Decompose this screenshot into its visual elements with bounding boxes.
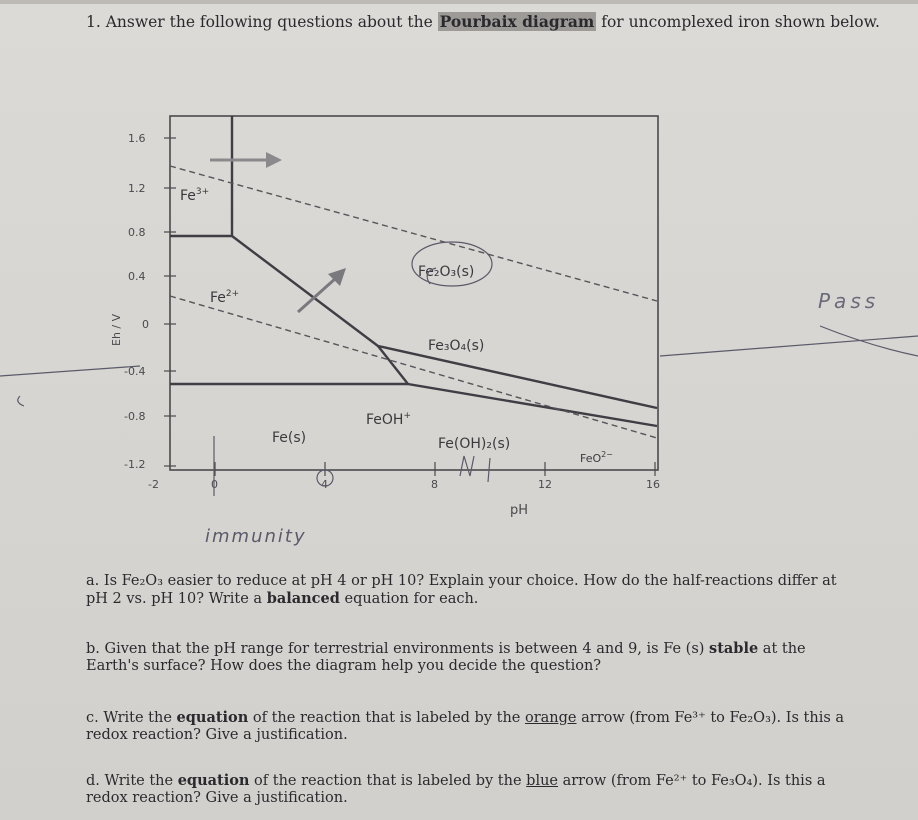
question-a-text: a. Is Fe₂O₃ easier to reduce at pH 4 or pH 10? Explain your choice. How do the half-reactions differ at pH 2 vs. pH 10? Write a bbox=[86, 573, 837, 607]
region-fe-solid: Fe(s) bbox=[272, 430, 307, 446]
y-tick-label: 1.2 bbox=[128, 182, 146, 195]
question-c-text: c. Write the bbox=[86, 710, 177, 726]
question-d-underline: blue bbox=[526, 773, 558, 789]
x-tick-label: 16 bbox=[646, 478, 660, 491]
region-fe3o4: Fe₃O₄(s) bbox=[428, 338, 485, 354]
region-fe2o3: Fe₂O₃(s) bbox=[418, 264, 475, 280]
handwritten-pass: Pass bbox=[818, 289, 880, 313]
region-fe3: $Fe^{3+}$ bbox=[180, 187, 210, 204]
question-d-text: d. Write the bbox=[86, 773, 178, 789]
question-a-end: equation for each. bbox=[339, 591, 479, 607]
page-top-edge bbox=[0, 0, 918, 4]
question-b-end: at the Earth's surface? How does the diagram help you decide the question? bbox=[86, 641, 806, 674]
x-tick-label: 12 bbox=[538, 478, 552, 491]
handwritten-immunity: immunity bbox=[205, 526, 307, 547]
question-a bbox=[86, 573, 856, 608]
question-c-bold: equation bbox=[176, 709, 249, 726]
question-a-bold: balanced bbox=[266, 590, 340, 607]
y-tick-label: -0.8 bbox=[124, 410, 146, 423]
question-c-mid: of the reaction that is labeled by the bbox=[248, 710, 525, 726]
question-d bbox=[86, 772, 856, 807]
question-d-mid: of the reaction that is labeled by the bbox=[249, 773, 527, 789]
question-c-underline: orange bbox=[525, 710, 577, 726]
question-b-bold: stable bbox=[709, 640, 759, 657]
question-c-end: arrow (from Fe³⁺ to Fe₂O₃). Is this a redox reaction? Give a justification. bbox=[86, 710, 845, 743]
question-intro bbox=[86, 12, 886, 32]
region-fe2: $Fe^{2+}$ bbox=[210, 289, 240, 306]
question-b bbox=[86, 640, 856, 675]
intro-prefix: 1. Answer the following questions about the bbox=[86, 13, 438, 31]
y-tick-label: -1.2 bbox=[124, 458, 146, 471]
x-axis-label: pH bbox=[510, 503, 529, 518]
region-feoh2: Fe(OH)₂(s) bbox=[438, 436, 511, 452]
question-d-bold: equation bbox=[177, 772, 250, 789]
y-tick-label: -0.4 bbox=[124, 365, 146, 378]
y-tick-label: 0.8 bbox=[128, 226, 146, 239]
region-feo2: FeO$^{2-}$ bbox=[580, 450, 613, 465]
y-tick-label: 0.4 bbox=[128, 270, 146, 283]
orange-arrow bbox=[210, 152, 282, 168]
intro-highlight: Pourbaix diagram bbox=[439, 12, 595, 31]
x-tick-label: 0 bbox=[211, 478, 218, 491]
water-stability-lines bbox=[170, 166, 657, 438]
y-axis-label: Eh / V bbox=[110, 313, 123, 346]
y-tick-label: 0 bbox=[142, 318, 149, 331]
question-c bbox=[86, 709, 856, 744]
question-b-text: b. Given that the pH range for terrestrial environments is between 4 and 9, is Fe (s) bbox=[86, 641, 710, 657]
pourbaix-diagram bbox=[0, 96, 918, 566]
x-tick-label: 4 bbox=[321, 478, 328, 491]
x-tick-label: -2 bbox=[148, 478, 159, 491]
x-tick-label: 8 bbox=[431, 478, 438, 491]
question-d-end: arrow (from Fe²⁺ to Fe₃O₄). Is this a redox reaction? Give a justification. bbox=[86, 773, 826, 806]
region-feoh: FeOH+ bbox=[366, 411, 411, 428]
intro-suffix: for uncomplexed iron shown below. bbox=[596, 13, 880, 31]
y-tick-label: 1.6 bbox=[128, 132, 146, 145]
